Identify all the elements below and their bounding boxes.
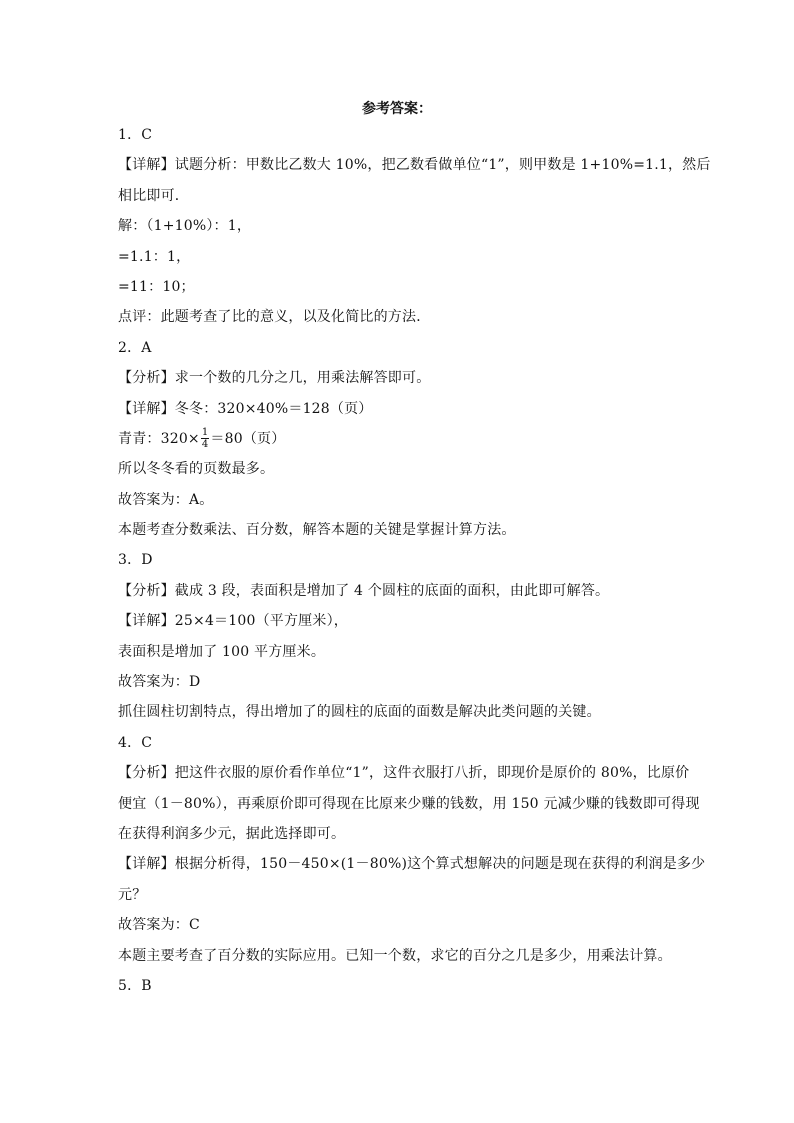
answer-line: 相比即可． — [118, 187, 189, 204]
fraction — [201, 427, 210, 450]
answer-line: 【分析】把这件衣服的原价看作单位“1”，这件衣服打八折，即现价是原价的 80%，比原价 — [118, 765, 690, 782]
answer-line: 4．C — [118, 734, 153, 751]
answer-line: 1．C — [118, 127, 153, 143]
answer-line: 便宜（1－80%），再乘原价即可得现在比原来少赚的钱数，用 150 元减少赚的钱数即可得现 — [118, 795, 700, 812]
answer-line: 【详解】试题分析：甲数比乙数大 10%，把乙数看做单位“1”，则甲数是 1+10%=1.1，然后 — [118, 157, 711, 174]
answer-line: 抓住圆柱切割特点，得出增加了的圆柱的底面的面数是解决此类问题的关键。 — [118, 704, 601, 721]
answer-line: 【分析】求一个数的几分之几，用乘法解答即可。 — [118, 370, 431, 387]
answer-line: 故答案为：D — [118, 674, 201, 691]
answer-line: =1.1：1， — [118, 248, 191, 265]
fraction-numerator: 1 — [201, 427, 209, 439]
answer-line: 本题考查分数乘法、百分数，解答本题的关键是掌握计算方法。 — [118, 522, 516, 539]
answer-line: 【详解】根据分析得，150－450×(1－80%)这个算式想解决的问题是现在获得的利润是多少 — [118, 856, 706, 873]
formula-prefix: 青青：320× — [118, 430, 200, 447]
answer-line: 故答案为：C — [118, 917, 200, 934]
page-title: 参考答案： — [362, 101, 432, 117]
answer-line: =11：10； — [118, 278, 195, 295]
answer-line: 本题主要考查了百分数的实际应用。已知一个数，求它的百分之几是多少，用乘法计算。 — [118, 947, 672, 964]
answer-line: 点评：此题考查了比的意义，以及化简比的方法． — [118, 309, 431, 326]
fraction-denominator: 4 — [201, 439, 209, 451]
formula-suffix: ＝80（页） — [210, 430, 286, 447]
answer-line: 表面积是增加了 100 平方厘米。 — [118, 643, 326, 660]
answer-body — [118, 120, 711, 1001]
answer-line: 【详解】冬冬：320×40%＝128（页） — [118, 400, 373, 417]
answer-line: 所以冬冬看的页数最多。 — [118, 461, 275, 478]
answer-line: 元？ — [118, 886, 147, 903]
answer-line: 5．B — [118, 977, 152, 994]
answer-line: 在获得利润多少元，据此选择即可。 — [118, 825, 346, 842]
answer-line: 解：（1+10%）：1， — [118, 218, 252, 235]
qingqing-formula-line — [118, 424, 678, 454]
answer-line: 故答案为：A。 — [118, 491, 214, 508]
answer-line: 【分析】截成 3 段，表面积是增加了 4 个圆柱的底面的面积，由此即可解答。 — [118, 582, 610, 599]
answer-line: 2．A — [118, 339, 152, 356]
answer-line: 【详解】25×4＝100（平方厘米）， — [118, 613, 348, 630]
answer-line: 3．D — [118, 552, 153, 569]
